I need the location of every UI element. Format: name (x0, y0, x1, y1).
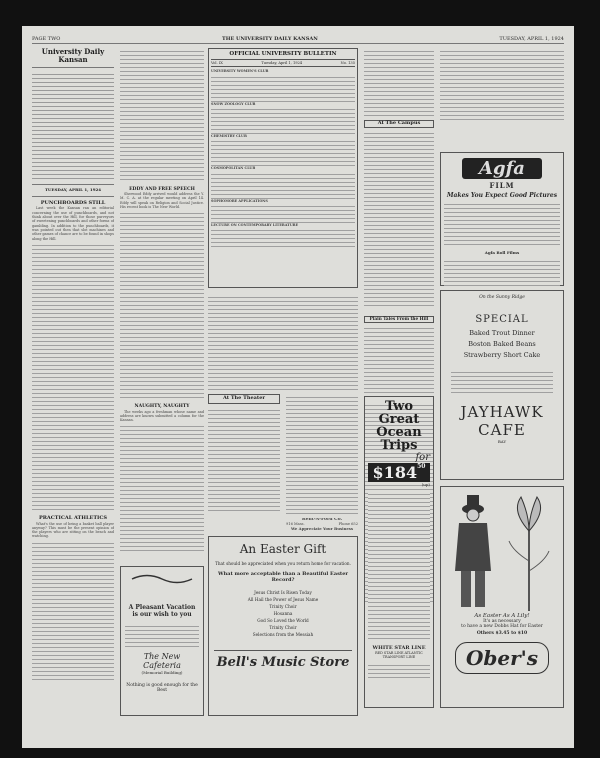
jayhawk-item-3: Strawberry Short Cake (463, 351, 541, 359)
ocean-line-3: Ocean (376, 425, 422, 440)
jayhawk-quote: On the Sunny Ridge (479, 295, 525, 300)
easter-title: An Easter Gift (239, 542, 327, 556)
song-item: Jesus Christ Is Risen Today (254, 590, 312, 595)
man-illustration (445, 491, 501, 611)
agfa-tagline: Makes You Expect Good Pictures (446, 192, 558, 199)
bulletin-title: OFFICIAL UNIVERSITY BULLETIN (229, 51, 337, 57)
cafeteria-ad (120, 566, 204, 716)
naughty-body: The weeks ago a freshman whose name and address are known submitted a column for the Kansan. (120, 409, 204, 423)
easter-songs (214, 589, 352, 638)
jayhawk-cafe-ad (440, 290, 564, 480)
page-header (32, 34, 564, 44)
cafeteria-tagline: Nothing is good enough for the Best (126, 683, 198, 693)
bulletin-number: No. 135 (340, 61, 355, 66)
bulletin-item: LECTURE ON CONTEMPORARY LITERATURE (211, 222, 299, 227)
song-item: All Hail the Power of Jesus Name (247, 597, 319, 602)
editorial-body-2: What's the use of being a basket ball player anyway? This must be the present opinion of the players who are sitting on the bench and watching. (32, 521, 114, 539)
plain-tales-headline: Plain Tales From the Hill (364, 316, 434, 323)
easter-gift-ad (208, 536, 358, 716)
editorial-text-block-2 (32, 540, 114, 680)
bulletin-item: CHEMISTRY CLUB (211, 133, 247, 138)
mid-text-block (208, 294, 358, 390)
lily-illustration (501, 491, 557, 611)
song-item: God So Loved the World (257, 618, 309, 623)
white-star-sub: RED STAR LINE ATLANTIC TRANSPORT LINE (375, 651, 423, 659)
bulletin-item: SNOW ZOOLOGY CLUB (211, 101, 256, 106)
column-5-text (440, 48, 564, 122)
ornament-icon (127, 572, 197, 586)
obers-logo: Ober's (455, 642, 549, 674)
song-item: Selections from the Messiah (252, 632, 314, 637)
cafeteria-title: A Pleasant Vacation is our wish to you (128, 604, 196, 618)
agfa-film-ad (440, 152, 564, 286)
editorial-headline-2: PRACTICAL ATHLETICS (39, 514, 107, 521)
bulletin-item: UNIVERSITY WOMEN'S CLUB (211, 69, 269, 74)
song-item: Trinity Choir (269, 604, 297, 609)
eddy-body: Sherwood Eddy arrived would address the Y. M. C. A. at the regular meeting on April 14. Eddy will speak on Religion and Social Justice. His recent book is The New World. (120, 192, 204, 210)
obers-price: Others $3.45 to $10 (476, 631, 528, 636)
ocean-for: for (415, 452, 430, 463)
white-star-line: WHITE STAR LINE (372, 645, 426, 651)
easter-sub: That should be appreciated when you return home for vacation. (215, 561, 351, 566)
jayhawk-name: JAYHAWK CAFE (460, 403, 544, 439)
rent-address: 916 Mass. (286, 522, 305, 527)
rent-phone: Phone 652 (338, 522, 358, 527)
column-2 (120, 48, 204, 588)
bulletin-item: COSMOPOLITAN CLUB (211, 166, 256, 171)
ocean-cents: 50 (417, 463, 426, 470)
bulletin-dateline (211, 59, 355, 67)
masthead-staff-list (32, 71, 114, 181)
campus-column (364, 48, 434, 308)
jayhawk-sub: BAY (497, 439, 507, 444)
editorial-headline: PUNCHBOARDS STILL (40, 199, 106, 206)
rent-title: Rent-A-Ford Co. (301, 518, 343, 522)
theater-column-2 (286, 394, 358, 514)
newspaper-title: THE UNIVERSITY DAILY KANSAN (222, 36, 318, 42)
bulletin-vol: Vol. IX (211, 61, 223, 66)
header-date: TUESDAY, APRIL 1, 1924 (499, 36, 564, 42)
obers-line-1: It's as necessary (483, 619, 521, 624)
rent-tagline: We Appreciate Your Business (290, 525, 354, 531)
bells-music-store-logo: Bell's Music Store (214, 650, 352, 670)
agfa-store: Agfa Roll Films (484, 250, 520, 255)
masthead-date: TUESDAY, APRIL 1, 1924 (44, 187, 102, 193)
naughty-headline: NAUGHTY, NAUGHTY (134, 404, 190, 410)
ocean-line-1: Two (384, 399, 414, 414)
ocean-unit: (up) (421, 482, 430, 487)
ocean-line-4: Trips (380, 438, 418, 453)
obers-line-2: to have a new Dobbs Hat for Easter (461, 624, 543, 629)
ocean-line-2: Great (378, 412, 420, 427)
editorial-text-block (32, 242, 114, 512)
editorial-body: Last week the Kansan ran an editorial concerning the use of punchboards, and not think about over the Hill, for those purveyors of sweetening punchboards and other forms of gambling. In addition to the punchboards, it was pointed out then that slot machines and other games of chance are to be found in shops along the Hill. (32, 206, 114, 241)
newspaper-page (22, 26, 574, 748)
page-number: PAGE TWO (32, 36, 61, 42)
theater-column (208, 394, 280, 514)
song-item: Trinity Choir (269, 625, 297, 630)
plain-tales-column (364, 316, 434, 398)
theater-headline: At The Theater (208, 394, 280, 404)
obers-illustration (445, 491, 559, 611)
jayhawk-item-2: Boston Baked Beans (468, 340, 536, 348)
ocean-price-banner (368, 463, 430, 482)
jayhawk-special: SPECIAL (475, 314, 529, 325)
cafeteria-name: The New Cafeteria (143, 652, 181, 670)
ocean-trips-ad (364, 396, 434, 708)
naughty-text-block (120, 423, 204, 553)
obers-tagline: As Easter As A Lily! (474, 613, 530, 619)
eddy-headline: EDDY AND FREE SPEECH (129, 187, 195, 192)
official-bulletin (208, 48, 358, 288)
eddy-text-block (120, 210, 204, 400)
campus-headline: At The Campus (364, 120, 434, 128)
easter-question: What more acceptable than a Beautiful Easter Record? (217, 571, 349, 583)
cafeteria-sub: (Memorial Building) (141, 670, 183, 675)
column-1 (32, 48, 114, 738)
jayhawk-item-1: Baked Trout Dinner (469, 329, 535, 337)
agfa-logo: Agfa (462, 158, 542, 179)
bulletin-date: Tuesday, April 1, 1924 (261, 61, 303, 66)
song-item: Hosanna (273, 611, 293, 616)
obers-ad (440, 486, 564, 708)
ocean-price: $184 (372, 463, 418, 482)
bulletin-item: SOPHOMORE APPLICATIONS (211, 198, 268, 203)
agfa-film-label: FILM (489, 181, 515, 190)
masthead-title: University Daily Kansan (41, 48, 105, 65)
col2-text-block (120, 48, 204, 183)
